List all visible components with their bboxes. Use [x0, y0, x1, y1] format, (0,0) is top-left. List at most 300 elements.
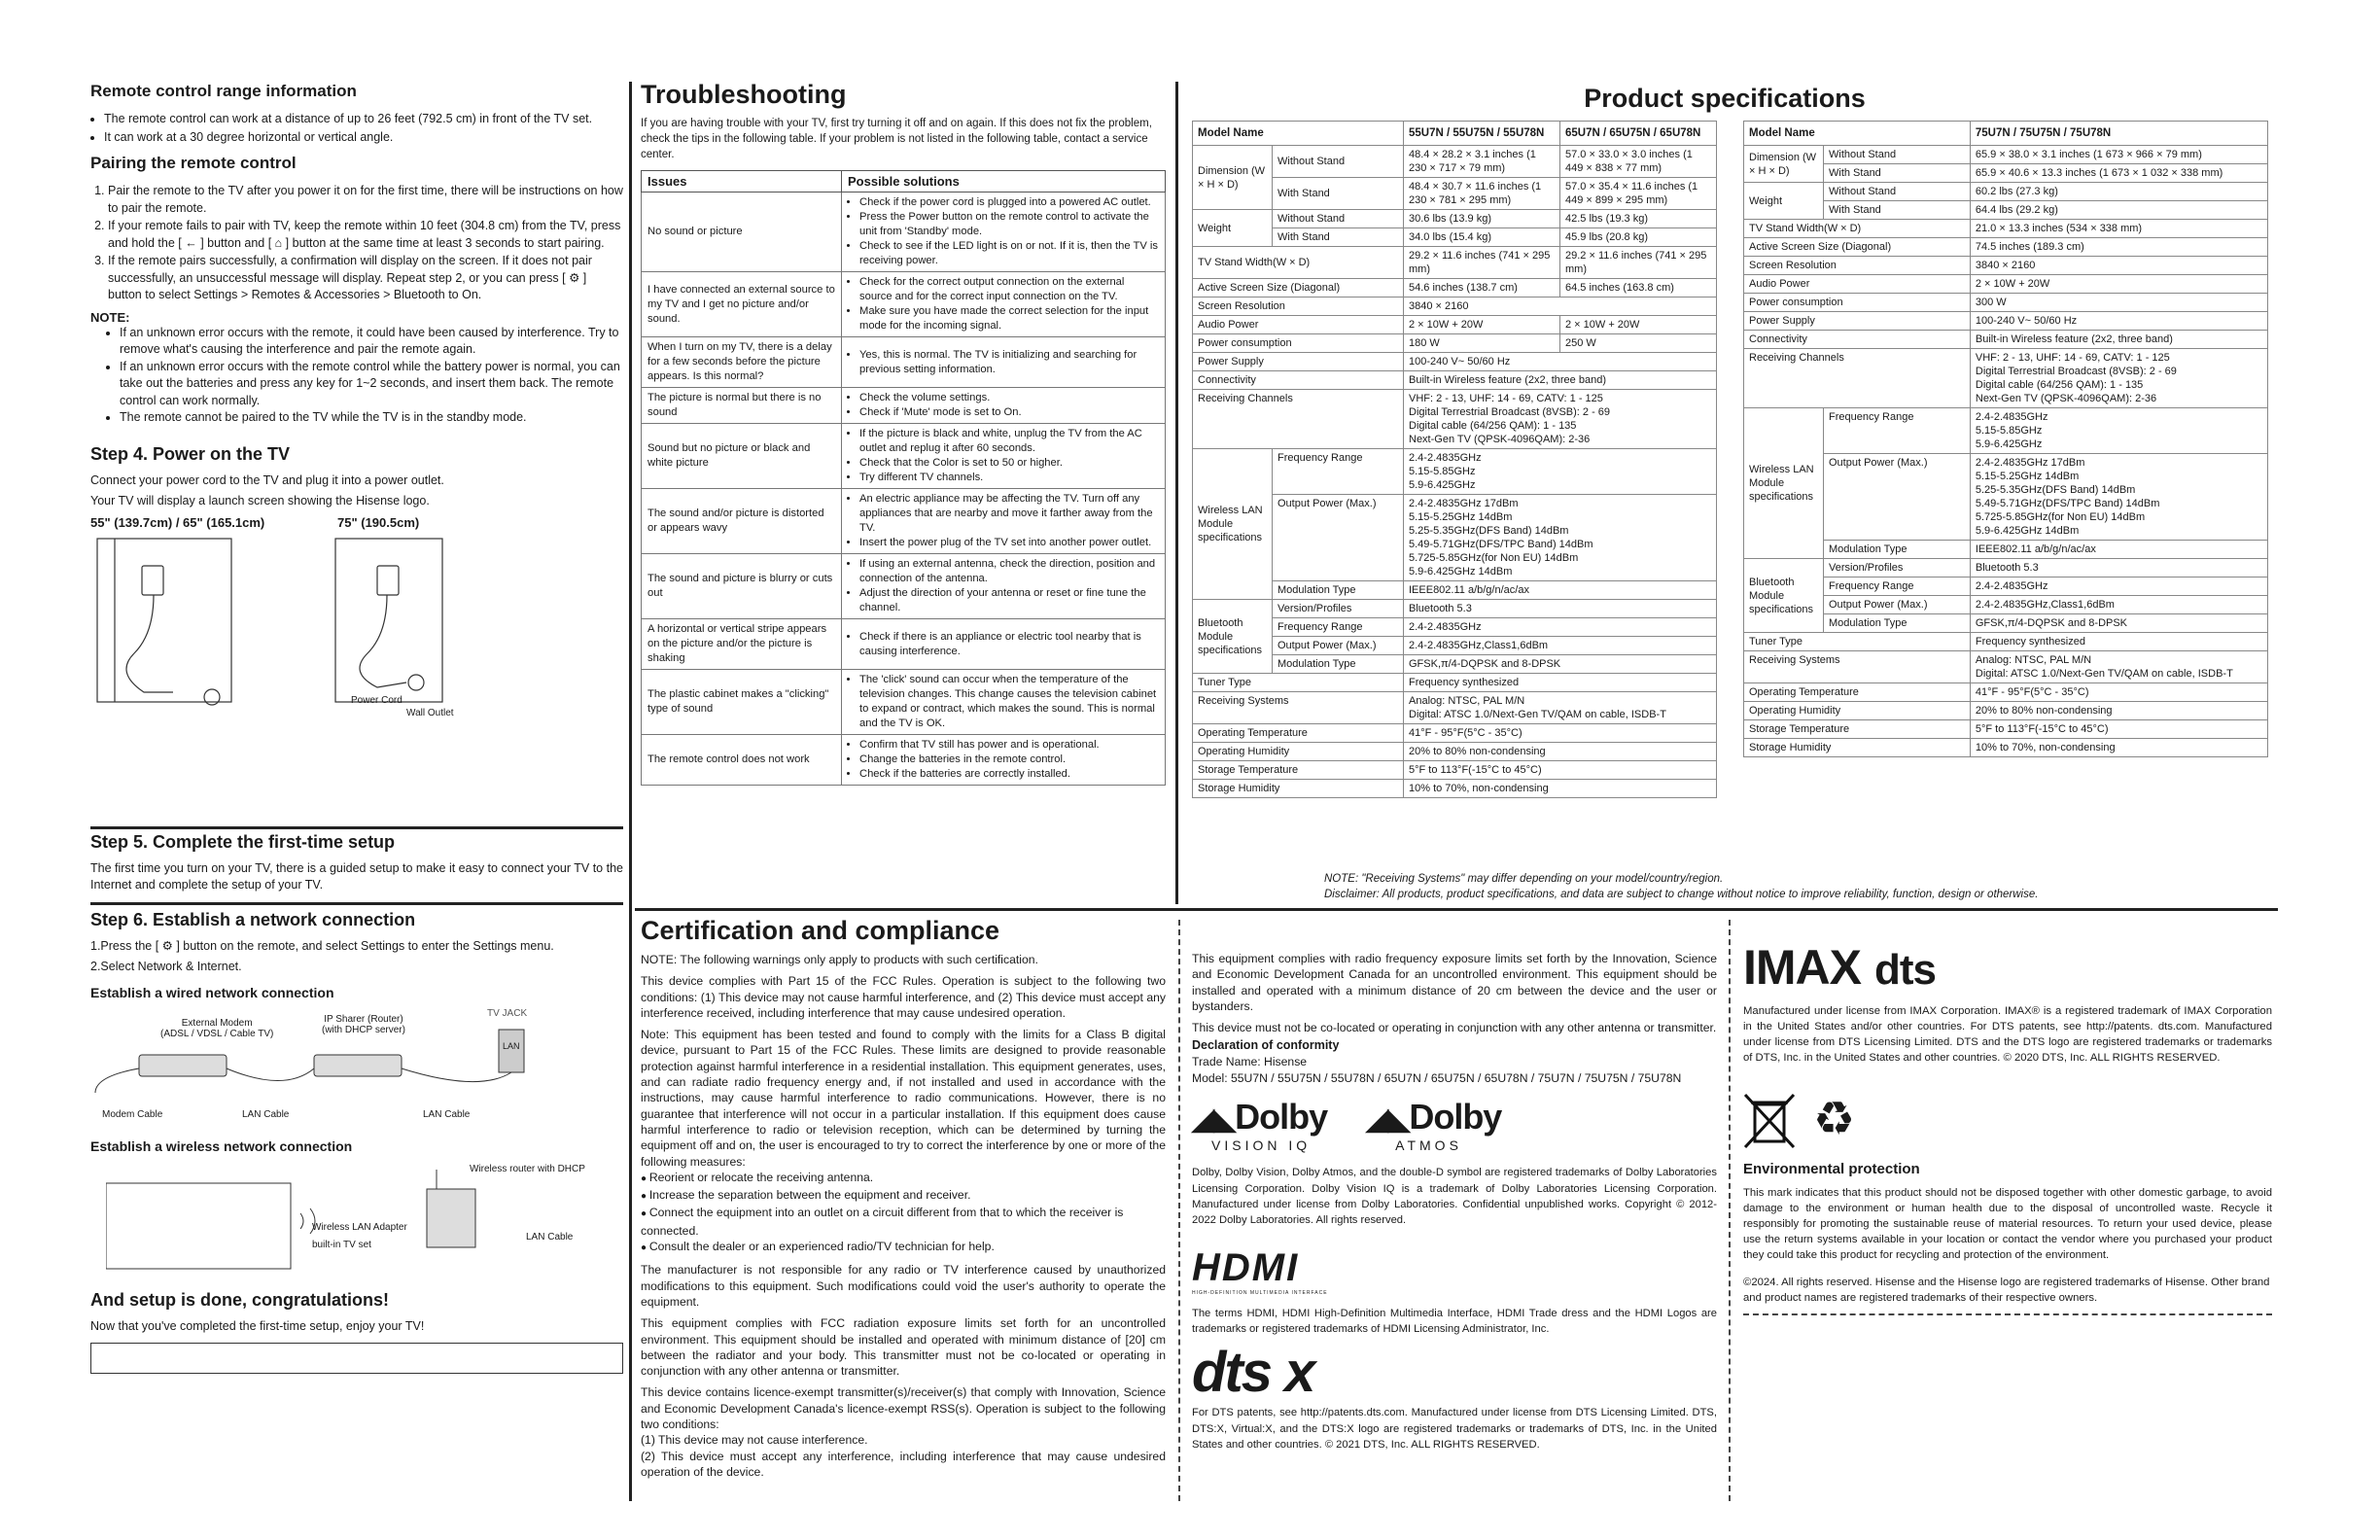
list-item: • Check to see if the LED light is on or not. If it is, then the TV is receiving power. [859, 239, 1159, 268]
lan-port-icon [499, 1030, 524, 1072]
table-cell: 64.4 lbs (29.2 kg) [1970, 201, 2267, 220]
lan-label: LAN [503, 1041, 520, 1051]
step6-title: Step 6. Establish a network connection [90, 910, 416, 929]
external-modem-sub: (ADSL / VDSL / Cable TV) [160, 1029, 274, 1039]
troubleshooting-title: Troubleshooting [641, 80, 847, 109]
table-cell: Bluetooth 5.3 [1404, 600, 1717, 618]
list-item: • Make sure you have made the correct selection for the input mode for the incoming signal. [859, 304, 1159, 333]
hdmi-text: The terms HDMI, HDMI High-Definition Multimedia Interface, HDMI Trade dress and the HDMI Logos are trademarks or registered trademarks of HDMI Licensing Administrator, Inc. [1192, 1307, 1717, 1335]
issue-cell: When I turn on my TV, there is a delay for a few seconds before the picture appears. Is this normal? [642, 337, 842, 388]
receiving-systems-label: Receiving Systems [1193, 692, 1404, 724]
ip-sharer-label: IP Sharer (Router) [324, 1014, 403, 1025]
solution-cell [842, 272, 1166, 337]
table-row [1744, 183, 2268, 201]
solution-cell [842, 424, 1166, 489]
table-cell: 20% to 80% non-condensing [1404, 743, 1717, 761]
list-item: • Check that the Color is set to 50 or higher. [859, 456, 1159, 471]
table-row [1744, 408, 2268, 454]
solution-cell [842, 192, 1166, 272]
table-cell: Analog: NTSC, PAL M/N Digital: ATSC 1.0/Next-Gen TV/QAM on cable, ISDB-T [1404, 692, 1717, 724]
list-item: ● Connect the equipment into an outlet on a circuit different from that to which the receiver is connected. [641, 1205, 1166, 1239]
dolby-vision-logo: ◢◣Dolby VISION IQ [1192, 1097, 1328, 1154]
table-cell: 10% to 70%, non-condensing [1970, 739, 2267, 757]
issue-cell: The sound and/or picture is distorted or appears wavy [642, 489, 842, 554]
issue-cell: A horizontal or vertical stripe appears on the picture and/or the picture is shaking [642, 619, 842, 670]
table-cell: 57.0 × 35.4 × 11.6 inches (1 449 × 899 × 295 mm) [1560, 178, 1717, 210]
table-row [1193, 247, 1717, 279]
note-label: NOTE: [90, 309, 130, 325]
tv-power-diagram [95, 537, 445, 721]
imax-column [1743, 939, 2272, 1315]
recycle-icon: ♻ [1813, 1094, 1856, 1145]
table-cell: Built-in Wireless feature (2x2, three band) [1970, 331, 2267, 349]
active-screen-label: Active Screen Size (Diagonal) [1193, 279, 1404, 298]
ip-sharer-sub: (with DHCP server) [322, 1025, 405, 1035]
dolby-logos [1192, 1097, 1717, 1153]
wired-diagram [90, 1008, 623, 1125]
output-power-label: Output Power (Max.) [1273, 495, 1404, 581]
table-cell: 64.5 inches (163.8 cm) [1560, 279, 1717, 298]
dolby-text: Dolby, Dolby Vision, Dolby Atmos, and the double-D symbol are registered trademarks of Dolby Laboratories Licensing Corporation. Dolby Vision IQ is a trademark of Dolby Laboratories Licensing Corporation. Manufactured under license from Dolby Laboratories. Confidential unpublished works. Copyright © 2012-2022 Dolby Laboratories. All rights reserved. [1192, 1167, 1717, 1227]
step6-section [90, 910, 623, 1374]
st-hum-label: Storage Humidity [1744, 739, 1971, 757]
step5-title: Step 5. Complete the first-time setup [90, 832, 396, 852]
table-row [642, 272, 1166, 337]
troubleshooting-intro: If you are having trouble with your TV, first try turning it off and on again. If this does not fix the problem, check the tips in the following table. If your problem is not listed in the following table, contact a service center. [641, 118, 1152, 160]
table-row [1744, 559, 2268, 578]
troubleshooting-section [641, 80, 1166, 786]
divider [90, 902, 623, 905]
connectivity-label: Connectivity [1193, 371, 1404, 390]
modulation-label: Modulation Type [1273, 581, 1404, 600]
table-cell: 2.4-2.4835GHz 17dBm 5.15-5.25GHz 14dBm 5.25-5.35GHz(DFS Band) 14dBm 5.49-5.71GHz(DFS/TPC Band) 14dBm 5.725-5.85GHz(for Non EU) 14dBm 5.9-6.425GHz 14dBm [1970, 454, 2267, 541]
resolution-label: Screen Resolution [1193, 298, 1404, 316]
divider [1175, 82, 1178, 904]
table-cell: 74.5 inches (189.3 cm) [1970, 238, 2267, 257]
output-power-label: Output Power (Max.) [1824, 454, 1971, 541]
table-row [1744, 257, 2268, 275]
power-consumption-label: Power consumption [1193, 334, 1404, 353]
solution-list [848, 275, 1159, 333]
table-row [1744, 238, 2268, 257]
table-cell: Frequency synthesized [1404, 674, 1717, 692]
dimension-label: Dimension (W × H × D) [1193, 146, 1273, 210]
table-cell: 2.4-2.4835GHz 5.15-5.85GHz 5.9-6.425GHz [1404, 449, 1717, 495]
solution-cell [842, 554, 1166, 619]
table-cell: 5°F to 113°F(-15°C to 45°C) [1970, 720, 2267, 739]
table-cell: 30.6 lbs (13.9 kg) [1404, 210, 1560, 228]
solution-cell [842, 337, 1166, 388]
list-item: ● Increase the separation between the equipment and receiver. [641, 1187, 1166, 1205]
stand-width-label: TV Stand Width(W × D) [1744, 220, 1971, 238]
table-cell: 100-240 V~ 50/60 Hz [1970, 312, 2267, 331]
model-name-label: Model Name [1193, 122, 1404, 146]
freq-range-label: Frequency Range [1824, 408, 1971, 454]
table-cell: 10% to 70%, non-condensing [1404, 780, 1717, 798]
output-power-label: Output Power (Max.) [1824, 596, 1971, 614]
table-cell: 2.4-2.4835GHz,Class1,6dBm [1404, 637, 1717, 655]
table-cell: Built-in Wireless feature (2x2, three band) [1404, 371, 1717, 390]
power-consumption-label: Power consumption [1744, 294, 1971, 312]
table-cell: 2 × 10W + 20W [1404, 316, 1560, 334]
op-hum-label: Operating Humidity [1193, 743, 1404, 761]
list-item: • Yes, this is normal. The TV is initializing and searching for previous setting information. [859, 348, 1159, 377]
table-cell: VHF: 2 - 13, UHF: 14 - 69, CATV: 1 - 125 Digital Terrestrial Broadcast (8VSB): 2 - 69 Digital cable (64/256 QAM): 1 - 135 Next-Gen TV (QPSK-4096QAM): 2-36 [1404, 390, 1717, 449]
table-cell: 180 W [1404, 334, 1560, 353]
tv-75-icon [335, 539, 442, 702]
wireless-title: Establish a wireless network connection [90, 1138, 353, 1154]
step5-section [90, 832, 623, 897]
power-cord-label: Power Cord [351, 694, 402, 706]
receiving-channels-label: Receiving Channels [1744, 349, 1971, 408]
table-row [1193, 724, 1717, 743]
solution-list [848, 427, 1159, 485]
troubleshooting-body [642, 192, 1166, 786]
table-cell: Analog: NTSC, PAL M/N Digital: ATSC 1.0/Next-Gen TV/QAM on cable, ISDB-T [1970, 651, 2267, 683]
active-screen-label: Active Screen Size (Diagonal) [1744, 238, 1971, 257]
without-stand-label: Without Stand [1273, 146, 1404, 178]
table-cell: 42.5 lbs (19.3 kg) [1560, 210, 1717, 228]
without-stand-label: Without Stand [1824, 183, 1971, 201]
list-item: • Insert the power plug of the TV set into another power outlet. [859, 536, 1159, 550]
power-supply-label: Power Supply [1193, 353, 1404, 371]
imax-wordmark: IMAX [1743, 940, 1861, 995]
st-hum-label: Storage Humidity [1193, 780, 1404, 798]
modulation-label: Modulation Type [1824, 541, 1971, 559]
table-row [1744, 275, 2268, 294]
table-row [1193, 122, 1717, 146]
list-item: • If using an external antenna, check the direction, position and connection of the antenna. [859, 557, 1159, 586]
table-header-row [642, 171, 1166, 192]
table-row [642, 619, 1166, 670]
list-item: • If the picture is black and white, unplug the TV from the AC outlet and replug it after 60 seconds. [859, 427, 1159, 456]
solution-list [848, 492, 1159, 550]
table-row [1744, 702, 2268, 720]
op-temp-label: Operating Temperature [1193, 724, 1404, 743]
imax-text: Manufactured under license from IMAX Corporation. IMAX® is a registered trademark of IMAX Corporation in the United States and/or other countries. For DTS patents, see http://patents. dts.com. Manufactured under license from DTS Licensing Limited. DTS and the DTS logo are registered trademarks or trademarks of DTS, Inc. in the United States and other countries. © 2020 DTS, Inc. ALL RIGHTS RESERVED. [1743, 1005, 2272, 1064]
table-cell: 2.4-2.4835GHz 5.15-5.85GHz 5.9-6.425GHz [1970, 408, 2267, 454]
list-item: • Check if there is an appliance or electric tool nearby that is causing interference. [859, 630, 1159, 659]
table-cell: 29.2 × 11.6 inches (741 × 295 mm) [1404, 247, 1560, 279]
table-row [1744, 146, 2268, 164]
st-temp-label: Storage Temperature [1744, 720, 1971, 739]
table-cell: 2.4-2.4835GHz 17dBm 5.15-5.25GHz 14dBm 5.25-5.35GHz(DFS Band) 14dBm 5.49-5.71GHz(DFS/TPC Band) 14dBm 5.725-5.85GHz(for Non EU) 14dBm 5.9-6.425GHz 14dBm [1404, 495, 1717, 581]
cert-p1: This device complies with Part 15 of the FCC Rules. Operation is subject to the following two conditions: (1) This device may not cause harmful interference, and (2) This device must accept any interference received, including interference that may cause undesired operation. [641, 974, 1166, 1020]
pairing-title: Pairing the remote control [90, 154, 297, 172]
divider [90, 826, 623, 829]
router-icon [314, 1055, 402, 1076]
table-row [1193, 334, 1717, 353]
table-row [642, 337, 1166, 388]
table-cell: 48.4 × 30.7 × 11.6 inches (1 230 × 781 × 295 mm) [1404, 178, 1560, 210]
pairing-steps [90, 183, 623, 304]
table-cell: 60.2 lbs (27.3 kg) [1970, 183, 2267, 201]
list-item: • Adjust the direction of your antenna or reset or fine tune the channel. [859, 586, 1159, 615]
table-row [1193, 449, 1717, 495]
table-cell: 34.0 lbs (15.4 kg) [1404, 228, 1560, 247]
table-row [1193, 674, 1717, 692]
list-item: ● Reorient or relocate the receiving antenna. [641, 1170, 1166, 1187]
table-row [642, 735, 1166, 786]
power-supply-label: Power Supply [1744, 312, 1971, 331]
op-hum-label: Operating Humidity [1744, 702, 1971, 720]
cert2-p1: This equipment complies with radio frequency exposure limits set forth by the Innovation, Science and Economic Development Canada for an uncontrolled environment. This equipment should be installed and operated with a minimum distance of 20 cm between the device and the user or bystanders. [1192, 952, 1717, 1013]
cert-p4: This equipment complies with FCC radiation exposure limits set forth for an uncontrolled environment. This equipment should be installed and operated with minimum distance of [20] cm between the radiator and your body. This transmitter must not be co-located or operating in conjunction with any other antenna or transmitter. [641, 1316, 1166, 1379]
table-row [1744, 633, 2268, 651]
specs-note: NOTE: "Receiving Systems" may differ depending on your model/country/region. [1324, 873, 1724, 885]
table-row [1193, 692, 1717, 724]
list-item: • Confirm that TV still has power and is operational. [859, 738, 1159, 752]
receiving-channels-label: Receiving Channels [1193, 390, 1404, 449]
weight-label: Weight [1193, 210, 1273, 247]
table-cell: Frequency synthesized [1970, 633, 2267, 651]
router-dhcp-label: Wireless router with DHCP [470, 1164, 585, 1174]
step6-line2: 2.Select Network & Internet. [90, 960, 242, 973]
model-col-2: 65U7N / 65U75N / 65U78N [1560, 122, 1717, 146]
table-cell: 2.4-2.4835GHz [1404, 618, 1717, 637]
list-item: • The remote control can work at a distance of up to 26 feet (792.5 cm) in front of the TV set. [104, 111, 623, 128]
dimension-label: Dimension (W × H × D) [1744, 146, 1824, 183]
table-cell: GFSK,π/4-DQPSK and 8-DPSK [1404, 655, 1717, 674]
solution-cell [842, 619, 1166, 670]
list-item: • Check the volume settings. [859, 391, 1159, 405]
freq-range-label: Frequency Range [1824, 578, 1971, 596]
divider [635, 908, 2278, 911]
lan-cable-label: LAN Cable [423, 1109, 471, 1120]
solution-list [848, 391, 1159, 420]
table-cell: 29.2 × 11.6 inches (741 × 295 mm) [1560, 247, 1717, 279]
table-cell: 2 × 10W + 20W [1970, 275, 2267, 294]
hdmi-logo [1192, 1246, 1717, 1296]
table-row [642, 554, 1166, 619]
issue-cell: I have connected an external source to my TV and I get no picture and/or sound. [642, 272, 842, 337]
blank-box [90, 1343, 623, 1374]
dolby-atmos-sub: ATMOS [1395, 1138, 1462, 1154]
tv-55-icon [97, 539, 231, 705]
copyright-text: ©2024. All rights reserved. Hisense and the Hisense logo are registered trademarks of Hisense. Other brand and product names are registered trademarks of their respective owners. [1743, 1275, 2272, 1315]
wireless-diagram [90, 1162, 623, 1278]
solution-list [848, 348, 1159, 377]
table-cell: 3840 × 2160 [1404, 298, 1717, 316]
table-row [642, 670, 1166, 735]
specs-section [1186, 84, 2263, 120]
dashed-divider [1178, 920, 1180, 1501]
table-cell: 57.0 × 33.0 × 3.0 inches (1 449 × 838 × 77 mm) [1560, 146, 1717, 178]
table-cell: 100-240 V~ 50/60 Hz [1404, 353, 1717, 371]
wired-network-svg [90, 1020, 528, 1117]
specs-title: Product specifications [1584, 84, 1866, 113]
env-icons [1743, 1091, 2272, 1149]
list-item: • Check for the correct output connection on the external source and for the correct input connection on the TV. [859, 275, 1159, 304]
table-row [642, 388, 1166, 424]
specs-disclaimer: Disclaimer: All products, product specifications, and data are subject to change without notice to improve reliability, function, design or otherwise. [1324, 889, 2039, 900]
wlan-adapter-label: Wireless LAN Adapter [312, 1222, 407, 1233]
size-label-55-65: 55" (139.7cm) / 65" (165.1cm) [90, 514, 265, 530]
with-stand-label: With Stand [1273, 178, 1404, 210]
weight-label: Weight [1744, 183, 1824, 220]
dolby-atmos-logo: ◢◣Dolby ATMOS [1366, 1097, 1502, 1154]
lan-cable-label: LAN Cable [526, 1232, 574, 1242]
table-cell: 300 W [1970, 294, 2267, 312]
table-row [1193, 298, 1717, 316]
table-row [1744, 294, 2268, 312]
col-issues: Issues [642, 171, 842, 192]
dtsx-text: For DTS patents, see http://patents.dts.com. Manufactured under license from DTS Licensing Limited. DTS, DTS:X, Virtual:X, and the DTS:X logo are registered trademarks or trademarks of DTS, Inc. in the United States and other countries. © 2021 DTS, Inc. ALL RIGHTS RESERVED. [1192, 1407, 1717, 1451]
table-cell: 45.9 lbs (20.8 kg) [1560, 228, 1717, 247]
list-item: • An electric appliance may be affecting the TV. Turn off any appliances that are nearby and move it farther away from the TV. [859, 492, 1159, 536]
done-text: Now that you've completed the first-time setup, enjoy your TV! [90, 1319, 425, 1333]
dolby-vision-sub: VISION IQ [1211, 1138, 1312, 1154]
op-temp-label: Operating Temperature [1744, 683, 1971, 702]
list-item: • Press the Power button on the remote control to activate the unit from 'Standby' mode. [859, 210, 1159, 239]
step4-title: Step 4. Power on the TV [90, 443, 291, 464]
built-in-label: built-in TV set [312, 1240, 371, 1250]
table-row [1193, 353, 1717, 371]
table-cell: 41°F - 95°F(5°C - 35°C) [1970, 683, 2267, 702]
table-row [1744, 220, 2268, 238]
trade-name: Trade Name: Hisense [1192, 1055, 1308, 1069]
dts-wordmark: dts [1874, 946, 1936, 994]
model-list: Model: 55U7N / 55U75N / 55U78N / 65U7N / 65U75N / 65U78N / 75U7N / 75U75N / 75U78N [1192, 1071, 1682, 1086]
hdmi-sub: HIGH-DEFINITION MULTIMEDIA INTERFACE [1192, 1289, 1328, 1296]
cert-p5: This device contains licence-exempt transmitter(s)/receiver(s) that comply with Innovation, Science and Economic Development Canada's licence-exempt RSS(s). Operation is subject to the following two conditions: (1) This device may not cause interference. (2) This device must accept any interference, including interference that may cause undesired operation of the device. [641, 1385, 1166, 1479]
table-row [1193, 390, 1717, 449]
table-row [1744, 122, 2268, 146]
list-item: • The 'click' sound can occur when the temperature of the television changes. This change causes the television cabinet to expand or contract, which makes the sound. This is normal and the TV is OK. [859, 673, 1159, 731]
step6-line1: 1.Press the [ ⚙ ] button on the remote, and select Settings to enter the Settings menu. [90, 939, 554, 953]
table-cell: 2.4-2.4835GHz [1970, 578, 2267, 596]
table-cell: 2 × 10W + 20W [1560, 316, 1717, 334]
solution-list [848, 673, 1159, 731]
remote-range-title: Remote control range information [90, 82, 357, 100]
wlan-label: Wireless LAN Module specifications [1193, 449, 1273, 600]
cert2-p2: This device must not be co-located or operating in conjunction with any other antenna or transmitter. [1192, 1021, 1717, 1035]
hdmi-wordmark: HDMI [1192, 1245, 1300, 1289]
table-row [1744, 720, 2268, 739]
modem-icon [139, 1055, 227, 1076]
list-item: • If an unknown error occurs with the remote, it could have been caused by interference. Try to remove what's causing the interference and pair the remote again. [120, 325, 623, 359]
done-title: And setup is done, congratulations! [90, 1290, 390, 1310]
table-row [642, 424, 1166, 489]
troubleshooting-table [641, 170, 1166, 786]
table-cell: 65.9 × 40.6 × 13.3 inches (1 673 × 1 032 × 338 mm) [1970, 164, 2267, 183]
solution-cell [842, 670, 1166, 735]
table-cell: Bluetooth 5.3 [1970, 559, 2267, 578]
step4-p1: Connect your power cord to the TV and plug it into a power outlet. [90, 472, 444, 487]
dashed-divider [1729, 920, 1731, 1501]
model-col: 75U7N / 75U75N / 75U78N [1970, 122, 2267, 146]
tuner-label: Tuner Type [1744, 633, 1971, 651]
table-cell: 20% to 80% non-condensing [1970, 702, 2267, 720]
doc-title: Declaration of conformity [1192, 1038, 1340, 1053]
table-cell: 54.6 inches (138.7 cm) [1404, 279, 1560, 298]
specs-footnote [1324, 871, 2258, 902]
version-label: Version/Profiles [1273, 600, 1404, 618]
issue-cell: The sound and picture is blurry or cuts out [642, 554, 842, 619]
table-row [1744, 349, 2268, 408]
wireless-router-icon [427, 1170, 475, 1247]
env-title: Environmental protection [1743, 1161, 1920, 1177]
table-cell: 5°F to 113°F(-15°C to 45°C) [1404, 761, 1717, 780]
list-item: • If an unknown error occurs with the remote control while the battery power is normal, you can take out the batteries and press any key for 1~2 seconds, and insert them back. The remote control can work normally. [120, 359, 623, 410]
freq-range-label: Frequency Range [1273, 449, 1404, 495]
list-item: • Change the batteries in the remote control. [859, 752, 1159, 767]
audio-power-label: Audio Power [1193, 316, 1404, 334]
modulation-label: Modulation Type [1273, 655, 1404, 674]
stand-width-label: TV Stand Width(W × D) [1193, 247, 1404, 279]
list-item: • The remote cannot be paired to the TV while the TV is in the standby mode. [120, 409, 623, 427]
table-row [1744, 739, 2268, 757]
table-row [1193, 780, 1717, 798]
issue-cell: The plastic cabinet makes a "clicking" type of sound [642, 670, 842, 735]
solution-cell [842, 388, 1166, 424]
remote-range-list [90, 111, 623, 146]
step4-p2: Your TV will display a launch screen showing the Hisense logo. [90, 493, 430, 508]
table-cell: 3840 × 2160 [1970, 257, 2267, 275]
pairing-notes [90, 325, 623, 427]
issue-cell: The remote control does not work [642, 735, 842, 786]
table-row [1193, 600, 1717, 618]
table-row [1744, 312, 2268, 331]
table-row [1193, 210, 1717, 228]
audio-power-label: Audio Power [1744, 275, 1971, 294]
table-row [1193, 371, 1717, 390]
env-text: This mark indicates that this product should not be disposed together with other domestic garbage, to avoid damage to the environment or human health due to the disposal of uncontrolled waste. Recycle it responsibly for promoting the sustainable reuse of material resources. To return your used device, please use the return systems available in your location or contact the vendor where you purchased your product they could take this product for recycling and protection of the environment. [1743, 1187, 2272, 1261]
version-label: Version/Profiles [1824, 559, 1971, 578]
power-illustration [90, 515, 623, 719]
table-row [642, 489, 1166, 554]
table-cell: 2.4-2.4835GHz,Class1,6dBm [1970, 596, 2267, 614]
wired-title: Establish a wired network connection [90, 985, 334, 1000]
table-row [1744, 651, 2268, 683]
list-item: • Check if the power cord is plugged into a powered AC outlet. [859, 195, 1159, 210]
lan-cable-label: LAN Cable [242, 1109, 290, 1120]
dolby-wordmark: Dolby [1409, 1097, 1502, 1138]
modulation-label: Modulation Type [1824, 614, 1971, 633]
table-cell: GFSK,π/4-DQPSK and 8-DPSK [1970, 614, 2267, 633]
divider [629, 82, 632, 1501]
list-item: • It can work at a 30 degree horizontal or vertical angle. [104, 129, 623, 147]
cert-measures [641, 1170, 1166, 1256]
cert-title: Certification and compliance [641, 916, 1000, 945]
table-cell: 48.4 × 28.2 × 3.1 inches (1 230 × 717 × 79 mm) [1404, 146, 1560, 178]
table-row [1193, 761, 1717, 780]
specs-table-2 [1743, 121, 2268, 757]
col-solutions: Possible solutions [842, 171, 1166, 192]
model-name-label: Model Name [1744, 122, 1971, 146]
output-power-label: Output Power (Max.) [1273, 637, 1404, 655]
imax-dts-logo [1743, 939, 2272, 996]
wlan-label: Wireless LAN Module specifications [1744, 408, 1824, 559]
freq-range-label: Frequency Range [1273, 618, 1404, 637]
receiving-systems-label: Receiving Systems [1744, 651, 1971, 683]
list-item: 2. If your remote fails to pair with TV, keep the remote within 10 feet (304.8 cm) from the TV, press and hold the [ ← ] button and [ ⌂ ] button at the same time at least 3 seconds to start pairing. [108, 218, 623, 252]
resolution-label: Screen Resolution [1744, 257, 1971, 275]
without-stand-label: Without Stand [1824, 146, 1971, 164]
st-temp-label: Storage Temperature [1193, 761, 1404, 780]
solution-cell [842, 735, 1166, 786]
wall-outlet-label: Wall Outlet [406, 707, 454, 718]
specs-table-1 [1192, 121, 1717, 798]
solution-list [848, 630, 1159, 659]
table-row [1744, 331, 2268, 349]
connectivity-label: Connectivity [1744, 331, 1971, 349]
list-item: 3. If the remote pairs successfully, a confirmation will display on the screen. If it does not pair successfully, an unsuccessful message will display. Repeat step 2, or you can press [ ⚙ ] button to select Settings > Remotes & Accessories > Bluetooth to On. [108, 253, 623, 304]
issue-cell: Sound but no picture or black and white picture [642, 424, 842, 489]
bt-label: Bluetooth Module specifications [1193, 600, 1273, 674]
tv-jack-label: TV JACK [487, 1008, 528, 1019]
model-col-1: 55U7N / 55U75N / 55U78N [1404, 122, 1560, 146]
